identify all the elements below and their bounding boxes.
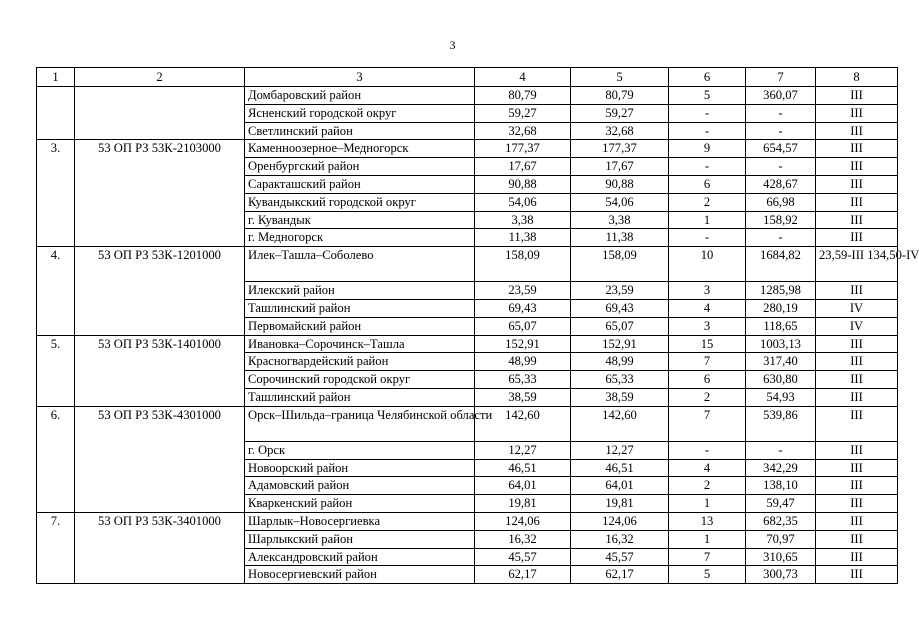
length-cell: 54,06 bbox=[475, 193, 571, 211]
bridges-length-cell: 1285,98 bbox=[746, 282, 816, 300]
length-paved-cell: 23,59 bbox=[571, 282, 669, 300]
bridges-length-cell: 138,10 bbox=[746, 477, 816, 495]
length-paved-cell: 158,09 bbox=[571, 247, 669, 282]
length-cell: 69,43 bbox=[475, 299, 571, 317]
row-number-cell: 5. bbox=[37, 335, 75, 406]
category-cell: III bbox=[816, 548, 898, 566]
length-cell: 65,07 bbox=[475, 317, 571, 335]
bridges-length-cell: 54,93 bbox=[746, 388, 816, 406]
length-cell: 23,59 bbox=[475, 282, 571, 300]
bridges-length-cell: 317,40 bbox=[746, 353, 816, 371]
bridges-count-cell: - bbox=[669, 122, 746, 140]
category-cell: III bbox=[816, 140, 898, 158]
road-name-cell: Кувандыкский городской округ bbox=[245, 193, 475, 211]
category-cell: III bbox=[816, 175, 898, 193]
length-cell: 124,06 bbox=[475, 512, 571, 530]
category-cell: III bbox=[816, 477, 898, 495]
bridges-length-cell: - bbox=[746, 441, 816, 459]
length-paved-cell: 19,81 bbox=[571, 495, 669, 513]
bridges-length-cell: 66,98 bbox=[746, 193, 816, 211]
length-paved-cell: 46,51 bbox=[571, 459, 669, 477]
bridges-count-cell: 6 bbox=[669, 175, 746, 193]
header-cell: 1 bbox=[37, 68, 75, 87]
length-paved-cell: 12,27 bbox=[571, 441, 669, 459]
bridges-length-cell: 630,80 bbox=[746, 371, 816, 389]
length-paved-cell: 3,38 bbox=[571, 211, 669, 229]
length-cell: 177,37 bbox=[475, 140, 571, 158]
header-cell: 7 bbox=[746, 68, 816, 87]
bridges-length-cell: 158,92 bbox=[746, 211, 816, 229]
row-number-cell: 6. bbox=[37, 406, 75, 512]
category-cell: 23,59-III 134,50-IV bbox=[816, 247, 898, 282]
row-number-cell: 4. bbox=[37, 247, 75, 335]
road-name-cell: г. Орск bbox=[245, 441, 475, 459]
bridges-count-cell: 4 bbox=[669, 459, 746, 477]
header-cell: 2 bbox=[75, 68, 245, 87]
header-cell: 5 bbox=[571, 68, 669, 87]
length-paved-cell: 65,07 bbox=[571, 317, 669, 335]
bridges-count-cell: 15 bbox=[669, 335, 746, 353]
road-code-cell: 53 ОП РЗ 53К-1201000 bbox=[75, 247, 245, 335]
bridges-count-cell: 9 bbox=[669, 140, 746, 158]
road-name-cell: г. Медногорск bbox=[245, 229, 475, 247]
bridges-count-cell: 1 bbox=[669, 495, 746, 513]
table-row bbox=[37, 335, 898, 353]
bridges-length-cell: 539,86 bbox=[746, 406, 816, 441]
bridges-count-cell: 7 bbox=[669, 406, 746, 441]
road-name-cell: Оренбургский район bbox=[245, 158, 475, 176]
length-cell: 3,38 bbox=[475, 211, 571, 229]
bridges-length-cell: 300,73 bbox=[746, 566, 816, 584]
category-cell: IV bbox=[816, 317, 898, 335]
table-row bbox=[37, 140, 898, 158]
category-cell: IV bbox=[816, 299, 898, 317]
category-cell: III bbox=[816, 495, 898, 513]
bridges-count-cell: 1 bbox=[669, 530, 746, 548]
length-cell: 59,27 bbox=[475, 104, 571, 122]
road-name-cell: Ташлинский район bbox=[245, 388, 475, 406]
length-cell: 142,60 bbox=[475, 406, 571, 441]
road-name-cell: г. Кувандык bbox=[245, 211, 475, 229]
length-paved-cell: 62,17 bbox=[571, 566, 669, 584]
bridges-count-cell: - bbox=[669, 441, 746, 459]
length-paved-cell: 32,68 bbox=[571, 122, 669, 140]
length-cell: 45,57 bbox=[475, 548, 571, 566]
category-cell: III bbox=[816, 388, 898, 406]
bridges-count-cell: - bbox=[669, 158, 746, 176]
length-paved-cell: 80,79 bbox=[571, 87, 669, 105]
bridges-count-cell: 4 bbox=[669, 299, 746, 317]
bridges-length-cell: 682,35 bbox=[746, 512, 816, 530]
length-cell: 11,38 bbox=[475, 229, 571, 247]
category-cell: III bbox=[816, 193, 898, 211]
bridges-count-cell: 1 bbox=[669, 211, 746, 229]
road-code-cell: 53 ОП РЗ 53К-4301000 bbox=[75, 406, 245, 512]
header-cell: 8 bbox=[816, 68, 898, 87]
bridges-count-cell: - bbox=[669, 229, 746, 247]
length-cell: 38,59 bbox=[475, 388, 571, 406]
length-cell: 64,01 bbox=[475, 477, 571, 495]
length-cell: 65,33 bbox=[475, 371, 571, 389]
bridges-count-cell: 2 bbox=[669, 388, 746, 406]
header-cell: 4 bbox=[475, 68, 571, 87]
road-name-cell: Первомайский район bbox=[245, 317, 475, 335]
road-name-cell: Новосергиевский район bbox=[245, 566, 475, 584]
road-name-cell: Илекский район bbox=[245, 282, 475, 300]
road-name-cell: Адамовский район bbox=[245, 477, 475, 495]
length-cell: 17,67 bbox=[475, 158, 571, 176]
roads-table bbox=[36, 67, 919, 584]
length-paved-cell: 177,37 bbox=[571, 140, 669, 158]
category-cell: III bbox=[816, 335, 898, 353]
road-name-cell: Ташлинский район bbox=[245, 299, 475, 317]
road-name-cell: Красногвардейский район bbox=[245, 353, 475, 371]
bridges-count-cell: 2 bbox=[669, 477, 746, 495]
length-cell: 80,79 bbox=[475, 87, 571, 105]
length-paved-cell: 54,06 bbox=[571, 193, 669, 211]
road-name-cell: Сорочинский городской округ bbox=[245, 371, 475, 389]
bridges-length-cell: - bbox=[746, 104, 816, 122]
length-paved-cell: 59,27 bbox=[571, 104, 669, 122]
bridges-length-cell: 1003,13 bbox=[746, 335, 816, 353]
bridges-length-cell: 59,47 bbox=[746, 495, 816, 513]
road-code-cell: 53 ОП РЗ 53К-3401000 bbox=[75, 512, 245, 583]
bridges-count-cell: 3 bbox=[669, 317, 746, 335]
length-cell: 90,88 bbox=[475, 175, 571, 193]
bridges-length-cell: - bbox=[746, 158, 816, 176]
road-code-cell bbox=[75, 87, 245, 140]
bridges-count-cell: - bbox=[669, 104, 746, 122]
bridges-length-cell: 342,29 bbox=[746, 459, 816, 477]
length-paved-cell: 124,06 bbox=[571, 512, 669, 530]
road-name-cell: Саракташский район bbox=[245, 175, 475, 193]
bridges-length-cell: 118,65 bbox=[746, 317, 816, 335]
table-body bbox=[37, 87, 919, 584]
category-cell: III bbox=[816, 566, 898, 584]
bridges-length-cell: 428,67 bbox=[746, 175, 816, 193]
bridges-count-cell: 5 bbox=[669, 566, 746, 584]
road-name-cell: Ясненский городской округ bbox=[245, 104, 475, 122]
road-code-cell: 53 ОП РЗ 53К-1401000 bbox=[75, 335, 245, 406]
page-number: 3 bbox=[449, 38, 456, 52]
bridges-count-cell: 10 bbox=[669, 247, 746, 282]
road-name-cell: Каменноозерное–Медногорск bbox=[245, 140, 475, 158]
category-cell: III bbox=[816, 512, 898, 530]
bridges-length-cell: 654,57 bbox=[746, 140, 816, 158]
category-cell: III bbox=[816, 406, 898, 441]
category-cell: III bbox=[816, 229, 898, 247]
bridges-count-cell: 3 bbox=[669, 282, 746, 300]
row-number-cell: 7. bbox=[37, 512, 75, 583]
length-cell: 46,51 bbox=[475, 459, 571, 477]
length-cell: 32,68 bbox=[475, 122, 571, 140]
length-paved-cell: 38,59 bbox=[571, 388, 669, 406]
length-cell: 48,99 bbox=[475, 353, 571, 371]
road-name-cell: Домбаровский район bbox=[245, 87, 475, 105]
category-cell: III bbox=[816, 122, 898, 140]
bridges-count-cell: 5 bbox=[669, 87, 746, 105]
length-paved-cell: 16,32 bbox=[571, 530, 669, 548]
bridges-count-cell: 2 bbox=[669, 193, 746, 211]
category-cell: III bbox=[816, 104, 898, 122]
bridges-length-cell: 70,97 bbox=[746, 530, 816, 548]
category-cell: III bbox=[816, 158, 898, 176]
length-cell: 62,17 bbox=[475, 566, 571, 584]
road-name-cell: Новоорский район bbox=[245, 459, 475, 477]
length-cell: 16,32 bbox=[475, 530, 571, 548]
bridges-length-cell: 310,65 bbox=[746, 548, 816, 566]
category-cell: III bbox=[816, 441, 898, 459]
length-cell: 158,09 bbox=[475, 247, 571, 282]
length-cell: 19,81 bbox=[475, 495, 571, 513]
bridges-length-cell: 280,19 bbox=[746, 299, 816, 317]
length-paved-cell: 142,60 bbox=[571, 406, 669, 441]
length-paved-cell: 65,33 bbox=[571, 371, 669, 389]
length-paved-cell: 69,43 bbox=[571, 299, 669, 317]
bridges-length-cell: 1684,82 bbox=[746, 247, 816, 282]
bridges-length-cell: - bbox=[746, 122, 816, 140]
road-name-cell: Кваркенский район bbox=[245, 495, 475, 513]
length-paved-cell: 48,99 bbox=[571, 353, 669, 371]
header-row bbox=[37, 68, 898, 87]
table-row bbox=[37, 406, 898, 441]
category-cell: III bbox=[816, 371, 898, 389]
bridges-count-cell: 13 bbox=[669, 512, 746, 530]
category-cell: III bbox=[816, 282, 898, 300]
category-cell: III bbox=[816, 353, 898, 371]
table-row bbox=[37, 247, 898, 282]
row-number-cell: 3. bbox=[37, 140, 75, 247]
length-paved-cell: 17,67 bbox=[571, 158, 669, 176]
category-cell: III bbox=[816, 530, 898, 548]
table-row bbox=[37, 87, 898, 105]
road-name-cell: Илек–Ташла–Соболево bbox=[245, 247, 475, 282]
category-cell: III bbox=[816, 87, 898, 105]
bridges-length-cell: 360,07 bbox=[746, 87, 816, 105]
length-cell: 152,91 bbox=[475, 335, 571, 353]
table-row bbox=[37, 512, 898, 530]
length-paved-cell: 11,38 bbox=[571, 229, 669, 247]
header-cell: 3 bbox=[245, 68, 475, 87]
category-cell: III bbox=[816, 211, 898, 229]
road-name-cell: Шарлык–Новосергиевка bbox=[245, 512, 475, 530]
road-name-cell: Александровский район bbox=[245, 548, 475, 566]
bridges-length-cell: - bbox=[746, 229, 816, 247]
category-cell: III bbox=[816, 459, 898, 477]
road-name-cell: Ивановка–Сорочинск–Ташла bbox=[245, 335, 475, 353]
length-paved-cell: 64,01 bbox=[571, 477, 669, 495]
road-name-cell: Шарлыкский район bbox=[245, 530, 475, 548]
length-paved-cell: 90,88 bbox=[571, 175, 669, 193]
road-code-cell: 53 ОП РЗ 53К-2103000 bbox=[75, 140, 245, 247]
length-paved-cell: 152,91 bbox=[571, 335, 669, 353]
bridges-count-cell: 7 bbox=[669, 353, 746, 371]
length-paved-cell: 45,57 bbox=[571, 548, 669, 566]
bridges-count-cell: 6 bbox=[669, 371, 746, 389]
row-number-cell bbox=[37, 87, 75, 140]
header-cell: 6 bbox=[669, 68, 746, 87]
road-name-cell: Орск–Шильда–граница Челябинской области bbox=[245, 406, 475, 441]
length-cell: 12,27 bbox=[475, 441, 571, 459]
road-name-cell: Светлинский район bbox=[245, 122, 475, 140]
bridges-count-cell: 7 bbox=[669, 548, 746, 566]
